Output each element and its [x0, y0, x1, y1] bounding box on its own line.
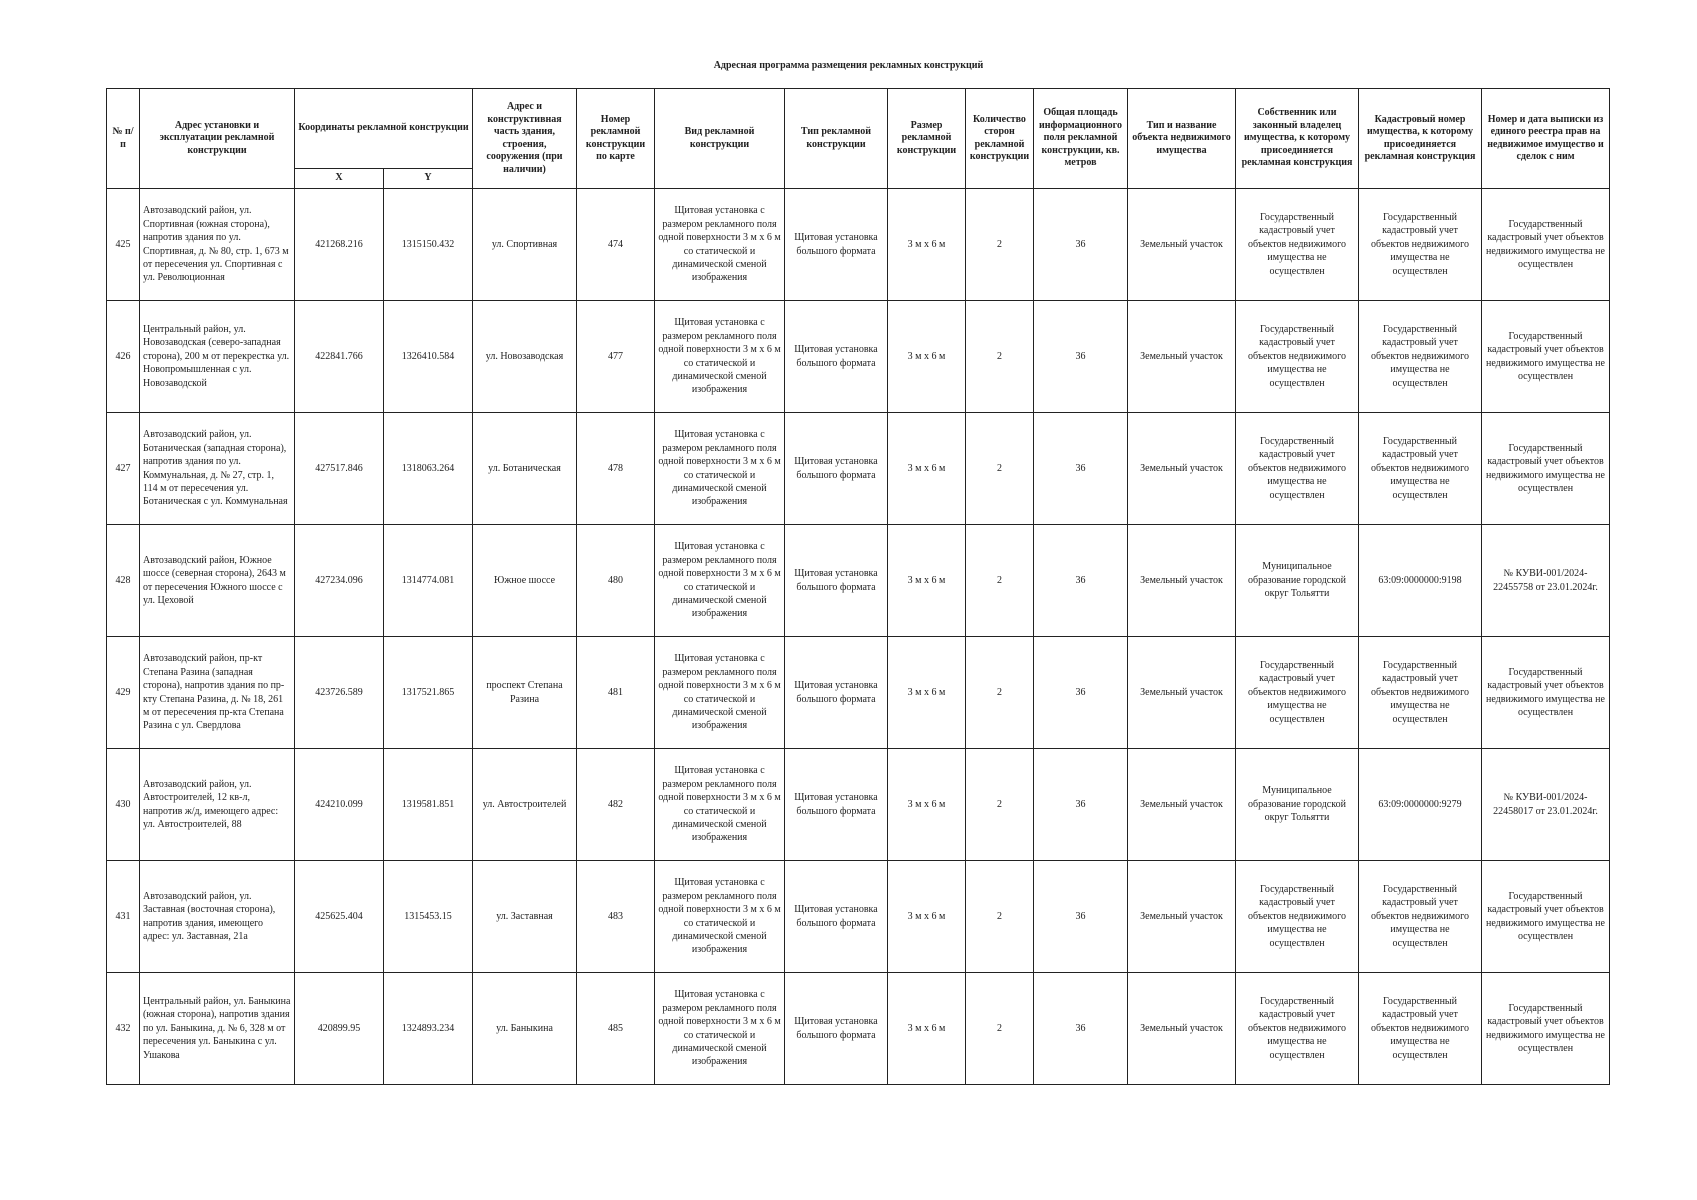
cell-map-number: 474	[577, 189, 655, 301]
cell-area: 36	[1034, 973, 1128, 1085]
header-building: Адрес и конструктивная часть здания, строения, сооружения (при наличии)	[473, 89, 577, 189]
header-size: Размер рекламной конструкции	[888, 89, 966, 189]
header-x: X	[295, 169, 384, 189]
cell-owner: Муниципальное образование городской округ Тольятти	[1236, 749, 1359, 861]
cell-building: ул. Спортивная	[473, 189, 577, 301]
table-row	[107, 301, 1610, 413]
table-row	[107, 861, 1610, 973]
cell-registry: № КУВИ-001/2024-22455758 от 23.01.2024г.	[1482, 525, 1610, 637]
cell-num: 425	[107, 189, 140, 301]
cell-owner: Государственный кадастровый учет объектов недвижимого имущества не осуществлен	[1236, 861, 1359, 973]
cell-y: 1324893.234	[384, 973, 473, 1085]
cell-property: Земельный участок	[1128, 749, 1236, 861]
cell-owner: Государственный кадастровый учет объектов недвижимого имущества не осуществлен	[1236, 973, 1359, 1085]
table-row	[107, 973, 1610, 1085]
cell-map-number: 483	[577, 861, 655, 973]
cell-registry: Государственный кадастровый учет объектов недвижимого имущества не осуществлен	[1482, 973, 1610, 1085]
cell-map-number: 480	[577, 525, 655, 637]
cell-area: 36	[1034, 749, 1128, 861]
cell-kind: Щитовая установка с размером рекламного поля одной поверхности 3 м х 6 м со статической и динамической сменой изображения	[655, 637, 785, 749]
cell-type: Щитовая установка большого формата	[785, 861, 888, 973]
cell-map-number: 477	[577, 301, 655, 413]
cell-registry: Государственный кадастровый учет объектов недвижимого имущества не осуществлен	[1482, 189, 1610, 301]
cell-building: ул. Баныкина	[473, 973, 577, 1085]
table-row	[107, 749, 1610, 861]
cell-sides: 2	[966, 973, 1034, 1085]
cell-num: 427	[107, 413, 140, 525]
cell-address: Автозаводский район, ул. Заставная (восточная сторона), напротив здания, имеющего адрес: ул. Заставная, 21а	[140, 861, 295, 973]
cell-type: Щитовая установка большого формата	[785, 749, 888, 861]
table-header-row	[107, 89, 1610, 169]
cell-building: проспект Степана Разина	[473, 637, 577, 749]
cell-address: Автозаводский район, пр-кт Степана Разина (западная сторона), напротив здания по пр-кту Степана Разина, д. № 18, 261 м от пересечения пр-кта Степана Разина с ул. Свердлова	[140, 637, 295, 749]
cell-y: 1319581.851	[384, 749, 473, 861]
document-title: Адресная программа размещения рекламных конструкций	[713, 60, 984, 71]
cell-kind: Щитовая установка с размером рекламного поля одной поверхности 3 м х 6 м со статической и динамической сменой изображения	[655, 189, 785, 301]
cell-x: 427234.096	[295, 525, 384, 637]
cell-map-number: 478	[577, 413, 655, 525]
table-row	[107, 637, 1610, 749]
cell-size: 3 м х 6 м	[888, 973, 966, 1085]
cell-cadastral: Государственный кадастровый учет объектов недвижимого имущества не осуществлен	[1359, 413, 1482, 525]
cell-sides: 2	[966, 749, 1034, 861]
header-kind: Вид рекламной конструкции	[655, 89, 785, 189]
cell-type: Щитовая установка большого формата	[785, 637, 888, 749]
cell-kind: Щитовая установка с размером рекламного поля одной поверхности 3 м х 6 м со статической и динамической сменой изображения	[655, 525, 785, 637]
cell-cadastral: Государственный кадастровый учет объектов недвижимого имущества не осуществлен	[1359, 973, 1482, 1085]
header-y: Y	[384, 169, 473, 189]
cell-property: Земельный участок	[1128, 525, 1236, 637]
cell-property: Земельный участок	[1128, 301, 1236, 413]
cell-map-number: 482	[577, 749, 655, 861]
cell-address: Автозаводский район, ул. Автостроителей, 12 кв-л, напротив ж/д, имеющего адрес: ул. Автостроителей, 88	[140, 749, 295, 861]
cell-type: Щитовая установка большого формата	[785, 189, 888, 301]
cell-num: 429	[107, 637, 140, 749]
cell-cadastral: Государственный кадастровый учет объектов недвижимого имущества не осуществлен	[1359, 189, 1482, 301]
cell-num: 426	[107, 301, 140, 413]
header-owner: Собственник или законный владелец имущества, к которому присоединяется рекламная конструкция	[1236, 89, 1359, 189]
header-map-number: Номер рекламной конструкции по карте	[577, 89, 655, 189]
cell-y: 1317521.865	[384, 637, 473, 749]
cell-x: 422841.766	[295, 301, 384, 413]
cell-owner: Государственный кадастровый учет объектов недвижимого имущества не осуществлен	[1236, 189, 1359, 301]
header-type: Тип рекламной конструкции	[785, 89, 888, 189]
cell-map-number: 485	[577, 973, 655, 1085]
cell-registry: Государственный кадастровый учет объектов недвижимого имущества не осуществлен	[1482, 413, 1610, 525]
cell-x: 425625.404	[295, 861, 384, 973]
cell-address: Автозаводский район, ул. Ботаническая (западная сторона), напротив здания по ул. Коммунальная, д. № 27, стр. 1, 114 м от пересечения ул. Ботаническая с ул. Коммунальная	[140, 413, 295, 525]
header-registry: Номер и дата выписки из единого реестра прав на недвижимое имущество и сделок с ним	[1482, 89, 1610, 189]
cell-x: 421268.216	[295, 189, 384, 301]
cell-cadastral: Государственный кадастровый учет объектов недвижимого имущества не осуществлен	[1359, 861, 1482, 973]
cell-cadastral: Государственный кадастровый учет объектов недвижимого имущества не осуществлен	[1359, 301, 1482, 413]
cell-sides: 2	[966, 861, 1034, 973]
cell-area: 36	[1034, 189, 1128, 301]
header-property: Тип и название объекта недвижимого имущества	[1128, 89, 1236, 189]
cell-building: ул. Новозаводская	[473, 301, 577, 413]
cell-owner: Государственный кадастровый учет объектов недвижимого имущества не осуществлен	[1236, 413, 1359, 525]
cell-property: Земельный участок	[1128, 973, 1236, 1085]
cell-sides: 2	[966, 637, 1034, 749]
cell-size: 3 м х 6 м	[888, 637, 966, 749]
cell-sides: 2	[966, 413, 1034, 525]
cell-x: 424210.099	[295, 749, 384, 861]
ad-program-table	[106, 88, 1610, 1085]
cell-y: 1326410.584	[384, 301, 473, 413]
cell-kind: Щитовая установка с размером рекламного поля одной поверхности 3 м х 6 м со статической и динамической сменой изображения	[655, 973, 785, 1085]
cell-size: 3 м х 6 м	[888, 749, 966, 861]
cell-sides: 2	[966, 525, 1034, 637]
cell-size: 3 м х 6 м	[888, 525, 966, 637]
cell-building: ул. Автостроителей	[473, 749, 577, 861]
cell-property: Земельный участок	[1128, 413, 1236, 525]
header-sides: Количество сторон рекламной конструкции	[966, 89, 1034, 189]
cell-owner: Государственный кадастровый учет объектов недвижимого имущества не осуществлен	[1236, 637, 1359, 749]
cell-area: 36	[1034, 413, 1128, 525]
cell-address: Автозаводский район, ул. Спортивная (южная сторона), напротив здания по ул. Спортивная, д. № 80, стр. 1, 673 м от пересечения ул. Спортивная с ул. Революционная	[140, 189, 295, 301]
cell-area: 36	[1034, 637, 1128, 749]
cell-cadastral: 63:09:0000000:9198	[1359, 525, 1482, 637]
cell-registry: Государственный кадастровый учет объектов недвижимого имущества не осуществлен	[1482, 301, 1610, 413]
cell-kind: Щитовая установка с размером рекламного поля одной поверхности 3 м х 6 м со статической и динамической сменой изображения	[655, 301, 785, 413]
header-num: № п/п	[107, 89, 140, 189]
cell-map-number: 481	[577, 637, 655, 749]
cell-property: Земельный участок	[1128, 189, 1236, 301]
cell-building: ул. Заставная	[473, 861, 577, 973]
cell-size: 3 м х 6 м	[888, 189, 966, 301]
cell-registry: Государственный кадастровый учет объектов недвижимого имущества не осуществлен	[1482, 637, 1610, 749]
cell-num: 431	[107, 861, 140, 973]
cell-y: 1314774.081	[384, 525, 473, 637]
cell-owner: Муниципальное образование городской округ Тольятти	[1236, 525, 1359, 637]
cell-area: 36	[1034, 525, 1128, 637]
cell-property: Земельный участок	[1128, 637, 1236, 749]
header-cadastral: Кадастровый номер имущества, к которому присоединяется рекламная конструкция	[1359, 89, 1482, 189]
cell-property: Земельный участок	[1128, 861, 1236, 973]
cell-size: 3 м х 6 м	[888, 413, 966, 525]
cell-num: 428	[107, 525, 140, 637]
header-address: Адрес установки и эксплуатации рекламной конструкции	[140, 89, 295, 189]
cell-building: ул. Ботаническая	[473, 413, 577, 525]
cell-registry: Государственный кадастровый учет объектов недвижимого имущества не осуществлен	[1482, 861, 1610, 973]
header-coords: Координаты рекламной конструкции	[295, 89, 473, 169]
cell-kind: Щитовая установка с размером рекламного поля одной поверхности 3 м х 6 м со статической и динамической сменой изображения	[655, 413, 785, 525]
cell-num: 430	[107, 749, 140, 861]
cell-building: Южное шоссе	[473, 525, 577, 637]
header-area: Общая площадь информационного поля рекламной конструкции, кв. метров	[1034, 89, 1128, 189]
cell-type: Щитовая установка большого формата	[785, 973, 888, 1085]
cell-size: 3 м х 6 м	[888, 301, 966, 413]
cell-cadastral: 63:09:0000000:9279	[1359, 749, 1482, 861]
cell-address: Центральный район, ул. Баныкина (южная сторона), напротив здания по ул. Баныкина, д. № 6, 328 м от пересечения ул. Баныкина с ул. Ушакова	[140, 973, 295, 1085]
cell-address: Автозаводский район, Южное шоссе (северная сторона), 2643 м от пересечения Южного шоссе с ул. Цеховой	[140, 525, 295, 637]
cell-cadastral: Государственный кадастровый учет объектов недвижимого имущества не осуществлен	[1359, 637, 1482, 749]
cell-x: 427517.846	[295, 413, 384, 525]
cell-y: 1315453.15	[384, 861, 473, 973]
table-body	[107, 189, 1610, 1085]
cell-registry: № КУВИ-001/2024-22458017 от 23.01.2024г.	[1482, 749, 1610, 861]
cell-kind: Щитовая установка с размером рекламного поля одной поверхности 3 м х 6 м со статической и динамической сменой изображения	[655, 749, 785, 861]
cell-address: Центральный район, ул. Новозаводская (северо-западная сторона), 200 м от перекрестка ул. Новопромышленная с ул. Новозаводской	[140, 301, 295, 413]
cell-num: 432	[107, 973, 140, 1085]
cell-sides: 2	[966, 189, 1034, 301]
cell-kind: Щитовая установка с размером рекламного поля одной поверхности 3 м х 6 м со статической и динамической сменой изображения	[655, 861, 785, 973]
table-row	[107, 525, 1610, 637]
cell-y: 1318063.264	[384, 413, 473, 525]
table-row	[107, 413, 1610, 525]
table-row	[107, 189, 1610, 301]
cell-area: 36	[1034, 301, 1128, 413]
cell-x: 420899.95	[295, 973, 384, 1085]
cell-sides: 2	[966, 301, 1034, 413]
cell-area: 36	[1034, 861, 1128, 973]
cell-owner: Государственный кадастровый учет объектов недвижимого имущества не осуществлен	[1236, 301, 1359, 413]
cell-size: 3 м х 6 м	[888, 861, 966, 973]
cell-type: Щитовая установка большого формата	[785, 525, 888, 637]
cell-type: Щитовая установка большого формата	[785, 413, 888, 525]
cell-x: 423726.589	[295, 637, 384, 749]
cell-y: 1315150.432	[384, 189, 473, 301]
cell-type: Щитовая установка большого формата	[785, 301, 888, 413]
